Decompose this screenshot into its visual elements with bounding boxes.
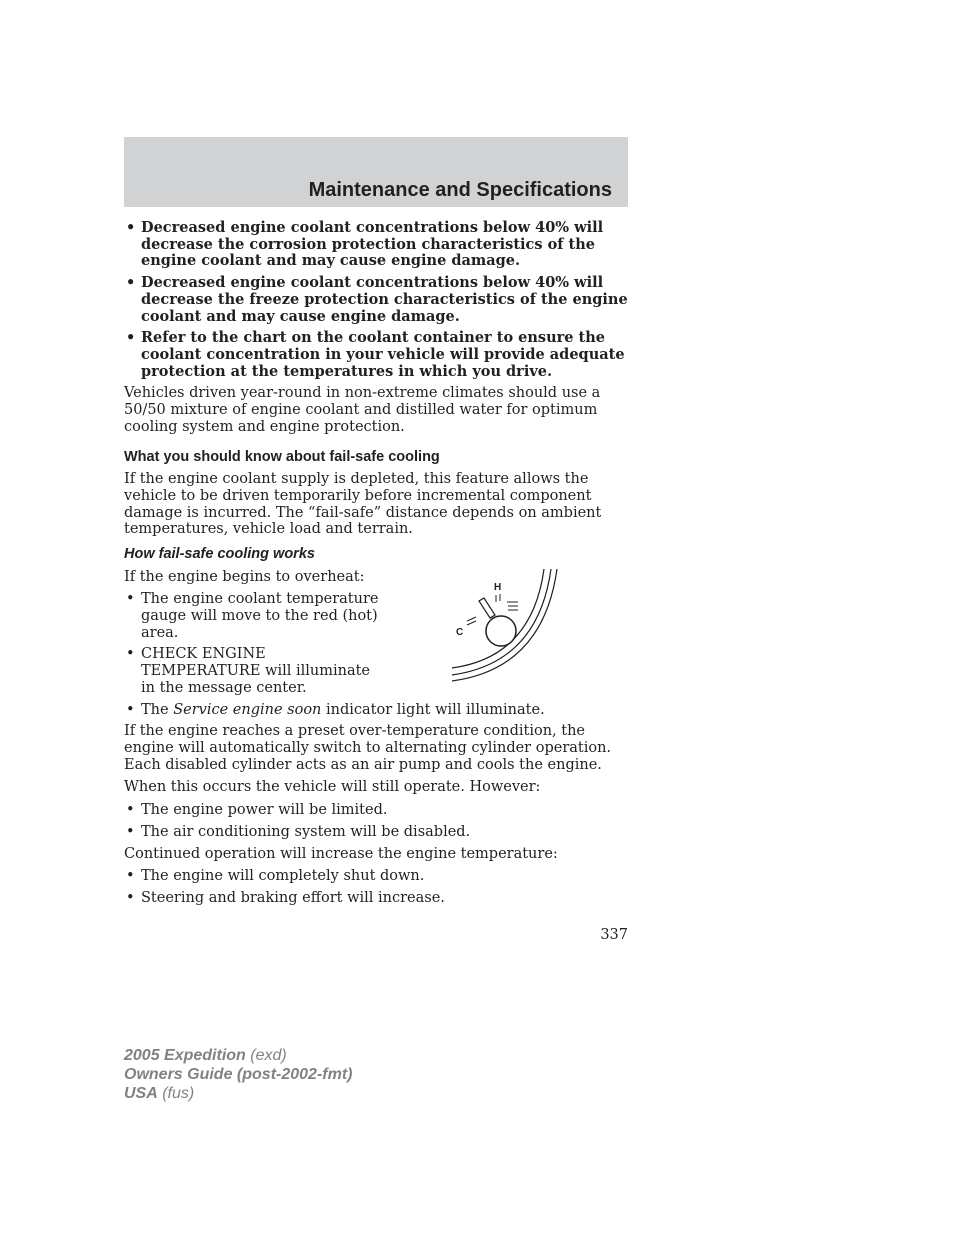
page-content [124, 220, 628, 912]
list-item: • Decreased engine coolant concentrations below 40% will decrease the freeze protection characteristics of the engine coolant and may cause engine damage. [124, 275, 628, 325]
continued-list [124, 868, 628, 906]
gauge-hot-label: H [494, 581, 502, 593]
service-bullet-prefix: The [141, 701, 174, 718]
list-item: • The engine will completely shut down. [124, 868, 628, 885]
coolant-temperature-gauge-illustration [448, 569, 578, 689]
list-item: • The air conditioning system will be disabled. [124, 824, 628, 841]
list-item: • The engine power will be limited. [124, 802, 628, 819]
paragraph-continued-operation: Continued operation will increase the engine temperature: [124, 845, 558, 862]
list-item: • Steering and braking effort will increase. [124, 890, 628, 907]
gauge-cold-label: C [456, 626, 464, 638]
paragraph-still-operate: When this occurs the vehicle will still operate. However: [124, 779, 541, 796]
list-item [124, 702, 628, 719]
paragraph-fail-safe: If the engine coolant supply is depleted, this feature allows the vehicle to be driven temporarily before incremental component damage is incurred. The “fail-safe” distance depends on ambient temperatures, vehicle load and terrain. [124, 471, 602, 538]
coolant-warning-list [124, 220, 628, 380]
list-item: • The engine coolant temperature gauge will move to the red (hot) area. [124, 591, 384, 641]
document-footer [124, 1046, 352, 1103]
page-number: 337 [600, 927, 628, 943]
list-item: • Refer to the chart on the coolant container to ensure the coolant concentration in your vehicle will provide adequate protection at the temperatures in which you drive. [124, 330, 628, 380]
section-header-band [124, 137, 628, 207]
operate-list [124, 802, 628, 840]
section-title: Maintenance and Specifications [308, 179, 612, 201]
overheat-list [124, 591, 384, 696]
footer-market-code: (fus) [157, 1085, 195, 1102]
service-bullet-suffix: indicator light will illuminate. [321, 701, 545, 718]
paragraph-over-temperature: If the engine reaches a preset over-temperature condition, the engine will automatically switch to alternating cylinder operation. Each disabled cylinder acts as an air pump and cools the engine. [124, 723, 612, 773]
list-item: • CHECK ENGINE TEMPERATURE will illuminate in the message center. [124, 646, 384, 696]
heading-fail-safe-cooling: What you should know about fail-safe cooling [124, 449, 440, 466]
footer-market: USA [124, 1085, 158, 1102]
paragraph-climate: Vehicles driven year-round in non-extreme climates should use a 50/50 mixture of engine coolant and distilled water for optimum cooling system and engine protection. [124, 385, 601, 435]
footer-guide: Owners Guide (post-2002-fmt) [124, 1066, 353, 1083]
service-engine-soon-term: Service engine soon [173, 701, 322, 718]
paragraph-overheat-intro: If the engine begins to overheat: [124, 568, 365, 585]
footer-model: 2005 Expedition [124, 1047, 246, 1064]
footer-model-code: (exd) [245, 1047, 287, 1064]
list-item: • Decreased engine coolant concentrations below 40% will decrease the corrosion protection characteristics of the engine coolant and may cause engine damage. [124, 220, 628, 270]
overheat-block [124, 569, 628, 697]
service-list [124, 702, 628, 719]
subheading-how-it-works: How fail-safe cooling works [124, 545, 315, 562]
